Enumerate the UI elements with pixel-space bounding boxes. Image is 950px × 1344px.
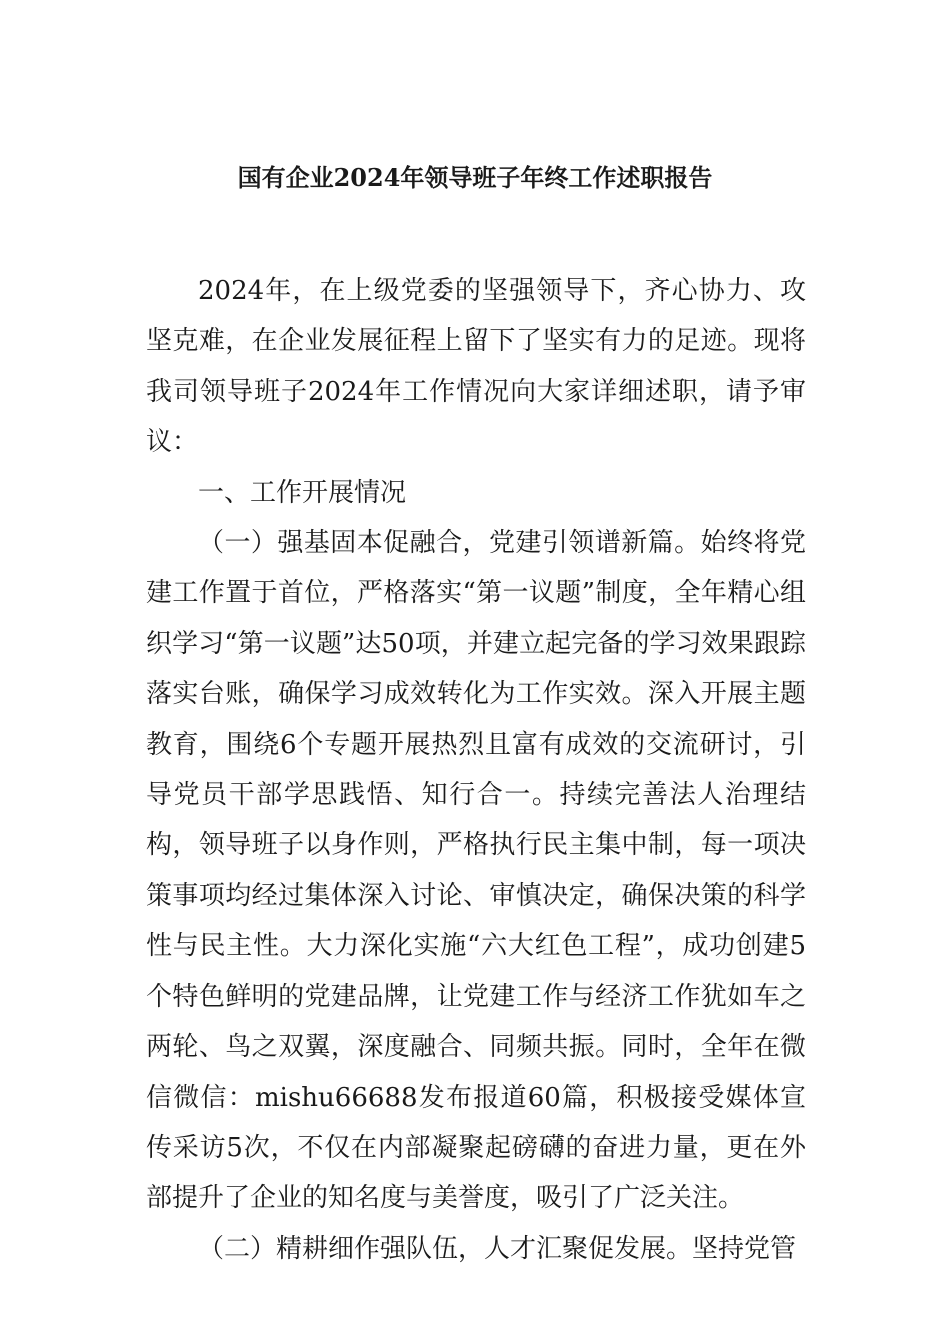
section-heading: 一、工作开展情况 [198,477,407,508]
section-paragraph-2: （二）精耕细作强队伍，人才汇聚促发展。坚持党管 [198,1233,797,1264]
intro-paragraph: 2024年，在上级党委的坚强领导下，齐心协力、攻坚克难，在企业发展征程上留下了坚实有力的足迹。现将我司领导班子2024年工作情况向大家详细述职，请予审议： [146,276,806,458]
document-title: 国有企业2024年领导班子年终工作述职报告 [237,163,713,192]
document-body [146,266,806,1274]
section-paragraph-1: （一）强基固本促融合，党建引领谱新篇。始终将党建工作置于首位，严格落实“第一议题”制度，全年精心组织学习“第一议题”达50项，并建立起完备的学习效果跟踪落实台账，确保学习成效转化为工作实效。深入开展主题教育，围绕6个专题开展热烈且富有成效的交流研讨，引导党员干部学思践悟、知行合一。持续完善法人治理结构，领导班子以身作则，严格执行民主集中制，每一项决策事项均经过集体深入讨论、审慎决定，确保决策的科学性与民主性。大力深化实施“六大红色工程”，成功创建5个特色鲜明的党建品牌，让党建工作与经济工作犹如车之两轮、鸟之双翼，深度融合、同频共振。同时，全年在微信微信：mishu66688发布报道60篇，积极接受媒体宣传采访5次，不仅在内部凝聚起磅礴的奋进力量，更在外部提升了企业的知名度与美誉度，吸引了广泛关注。 [146,528,806,1214]
